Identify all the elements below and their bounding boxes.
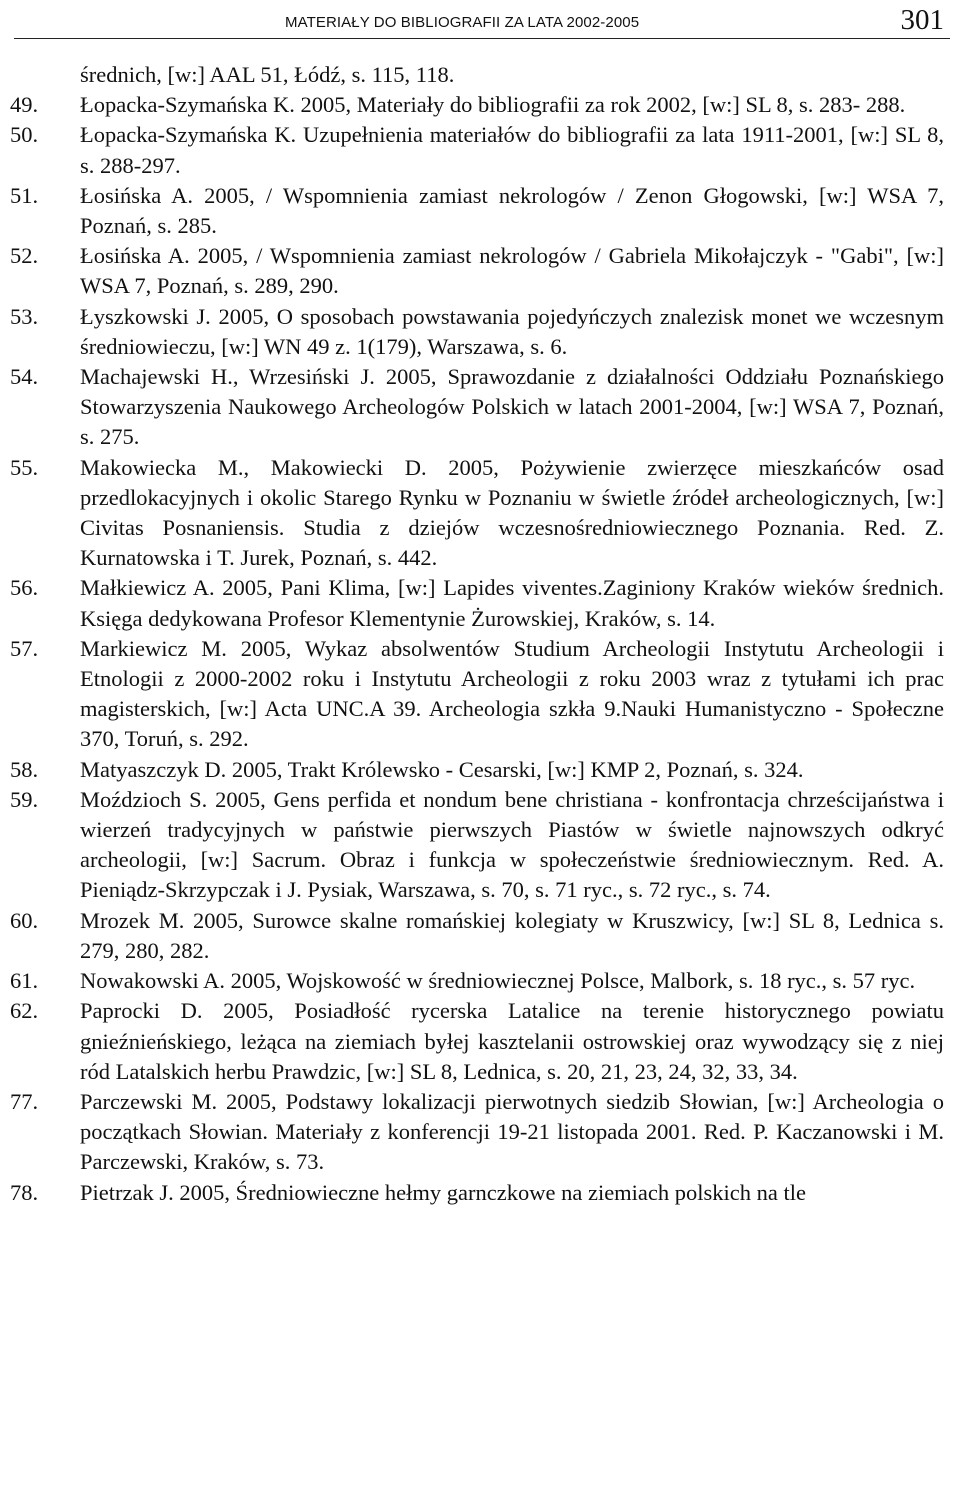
entry-number: 53. xyxy=(10,303,39,329)
entry-text: Matyaszczyk D. 2005, Trakt Królewsko - Cesarski, [w:] KMP 2, Poznań, s. 324. xyxy=(80,756,804,782)
bibliography-entry xyxy=(0,1087,960,1178)
entry-text: Pietrzak J. 2005, Średniowieczne hełmy garnczkowe na ziemiach polskich na tle xyxy=(80,1179,806,1205)
entry-text: Nowakowski A. 2005, Wojskowość w średniowiecznej Polsce, Malbork, s. 18 ryc., s. 57 ryc. xyxy=(80,968,916,994)
bibliography-entry xyxy=(0,302,960,362)
entry-text: Łyszkowski J. 2005, O sposobach powstawania pojedyńczych znalezisk monet we wczesnym średniowieczu, [w:] WN 49 z. 1(179), Warszawa, s. 6. xyxy=(80,303,944,359)
bibliography-entry xyxy=(0,785,960,906)
entry-text: Łopacka-Szymańska K. Uzupełnienia materiałów do bibliografii za lata 1911-2001, [w:] SL 8, s. 288-297. xyxy=(80,122,944,178)
entry-text: Mrozek M. 2005, Surowce skalne romańskiej kolegiaty w Kruszwicy, [w:] SL 8, Lednica s. 279, 280, 282. xyxy=(80,907,944,963)
bibliography-entry xyxy=(0,60,960,90)
bibliography-entry xyxy=(0,120,960,180)
entry-number: 60. xyxy=(10,907,39,933)
entry-number: 62. xyxy=(10,998,39,1024)
entry-text: Paprocki D. 2005, Posiadłość rycerska Latalice na terenie historycznego powiatu gnieźnieńskiego, leżąca na ziemiach byłej kasztelanii ostrowskiej oraz wywodzący się z niej ród Latalskich herbu Prawdzic, [w:] SL 8, Lednica, s. 20, 21, 23, 24, 32, 33, 34. xyxy=(80,998,944,1084)
entry-number: 77. xyxy=(10,1088,39,1114)
entry-number: 57. xyxy=(10,635,39,661)
entry-number: 58. xyxy=(10,756,39,782)
bibliography-entry xyxy=(0,573,960,633)
bibliography-entry xyxy=(0,90,960,120)
entry-text: Moździoch S. 2005, Gens perfida et nondum bene christiana - konfrontacja chrześcijaństwa i wierzeń tradycyjnych w państwie pierwszych Piastów w świetle najnowszych odkryć archeologii, [w:] Sacrum. Obraz i funkcja w społeczeństwie średniowiecznym. Red. A. Pieniądz-Skrzypczak i J. Pysiak, Warszawa, s. 70, s. 71 ryc., s. 72 ryc., s. 74. xyxy=(80,786,944,903)
entry-number: 55. xyxy=(10,454,39,480)
entry-number: 52. xyxy=(10,243,39,269)
entry-number: 59. xyxy=(10,786,39,812)
bibliography-entry xyxy=(0,996,960,1087)
bibliography-entry xyxy=(0,755,960,785)
entry-text: Łosińska A. 2005, / Wspomnienia zamiast nekrologów / Zenon Głogowski, [w:] WSA 7, Poznań, s. 285. xyxy=(80,182,944,239)
page-number: 301 xyxy=(900,4,944,36)
entry-text: Małkiewicz A. 2005, Pani Klima, [w:] Lapides viventes.Zaginiony Kraków wieków średnich. Księga dedykowana Profesor Klementynie Żurowskiej, Kraków, s. 14. xyxy=(80,575,944,631)
bibliography-entry xyxy=(0,966,960,996)
entry-text: Makowiecka M., Makowiecki D. 2005, Pożywienie zwierzęce mieszkańców osad przedlokacyjnych i okolic Starego Rynku w Poznaniu w świetle źródeł archeologicznych, [w:] Civitas Posnaniensis. Studia z dziejów wczesnośredniowiecznego Poznania. Red. Z. Kurnatowska i T. Jurek, Poznań, s. 442. xyxy=(80,454,944,571)
bibliography-entry xyxy=(0,241,960,301)
entry-text: Parczewski M. 2005, Podstawy lokalizacji pierwotnych siedzib Słowian, [w:] Archeologia o początkach Słowian. Materiały z konferencji 19-21 listopada 2001. Red. P. Kaczanowski i M. Parczewski, Kraków, s. 73. xyxy=(80,1088,944,1175)
bibliography-entry xyxy=(0,634,960,755)
bibliography-list xyxy=(0,60,960,1208)
entry-number: 54. xyxy=(10,364,39,390)
entry-text: Łopacka-Szymańska K. 2005, Materiały do bibliografii za rok 2002, [w:] SL 8, s. 283- 288. xyxy=(80,92,906,118)
entry-text: Machajewski H., Wrzesiński J. 2005, Sprawozdanie z działalności Oddziału Poznańskiego Stowarzyszenia Naukowego Archeologów Polskich w latach 2001-2004, [w:] WSA 7, Poznań, s. 275. xyxy=(80,364,944,450)
entry-text: średnich, [w:] AAL 51, Łódź, s. 115, 118. xyxy=(80,62,455,87)
entry-number: 51. xyxy=(10,182,39,208)
entry-number: 50. xyxy=(10,122,39,148)
bibliography-entry xyxy=(0,1178,960,1208)
header-title: MATERIAŁY DO BIBLIOGRAFII ZA LATA 2002-2005 xyxy=(285,14,640,31)
entry-number: 78. xyxy=(10,1179,39,1205)
entry-number: 61. xyxy=(10,968,39,994)
bibliography-entry xyxy=(0,453,960,574)
entry-number: 49. xyxy=(10,92,39,118)
entry-text: Łosińska A. 2005, / Wspomnienia zamiast nekrologów / Gabriela Mikołajczyk - "Gabi", [w:] WSA 7, Poznań, s. 289, 290. xyxy=(80,243,944,299)
bibliography-entry xyxy=(0,181,960,241)
running-header xyxy=(14,4,950,39)
bibliography-entry xyxy=(0,362,960,453)
entry-number: 56. xyxy=(10,575,39,601)
bibliography-entry xyxy=(0,906,960,966)
entry-text: Markiewicz M. 2005, Wykaz absolwentów Studium Archeologii Instytutu Archeologii i Etnologii z 2000-2002 roku i Instytutu Archeologii z roku 2003 wraz z tytułami ich prac magisterskich, [w:] Acta UNC.A 39. Archeologia szkła 9.Nauki Humanistyczno - Społeczne 370, Toruń, s. 292. xyxy=(80,635,944,752)
